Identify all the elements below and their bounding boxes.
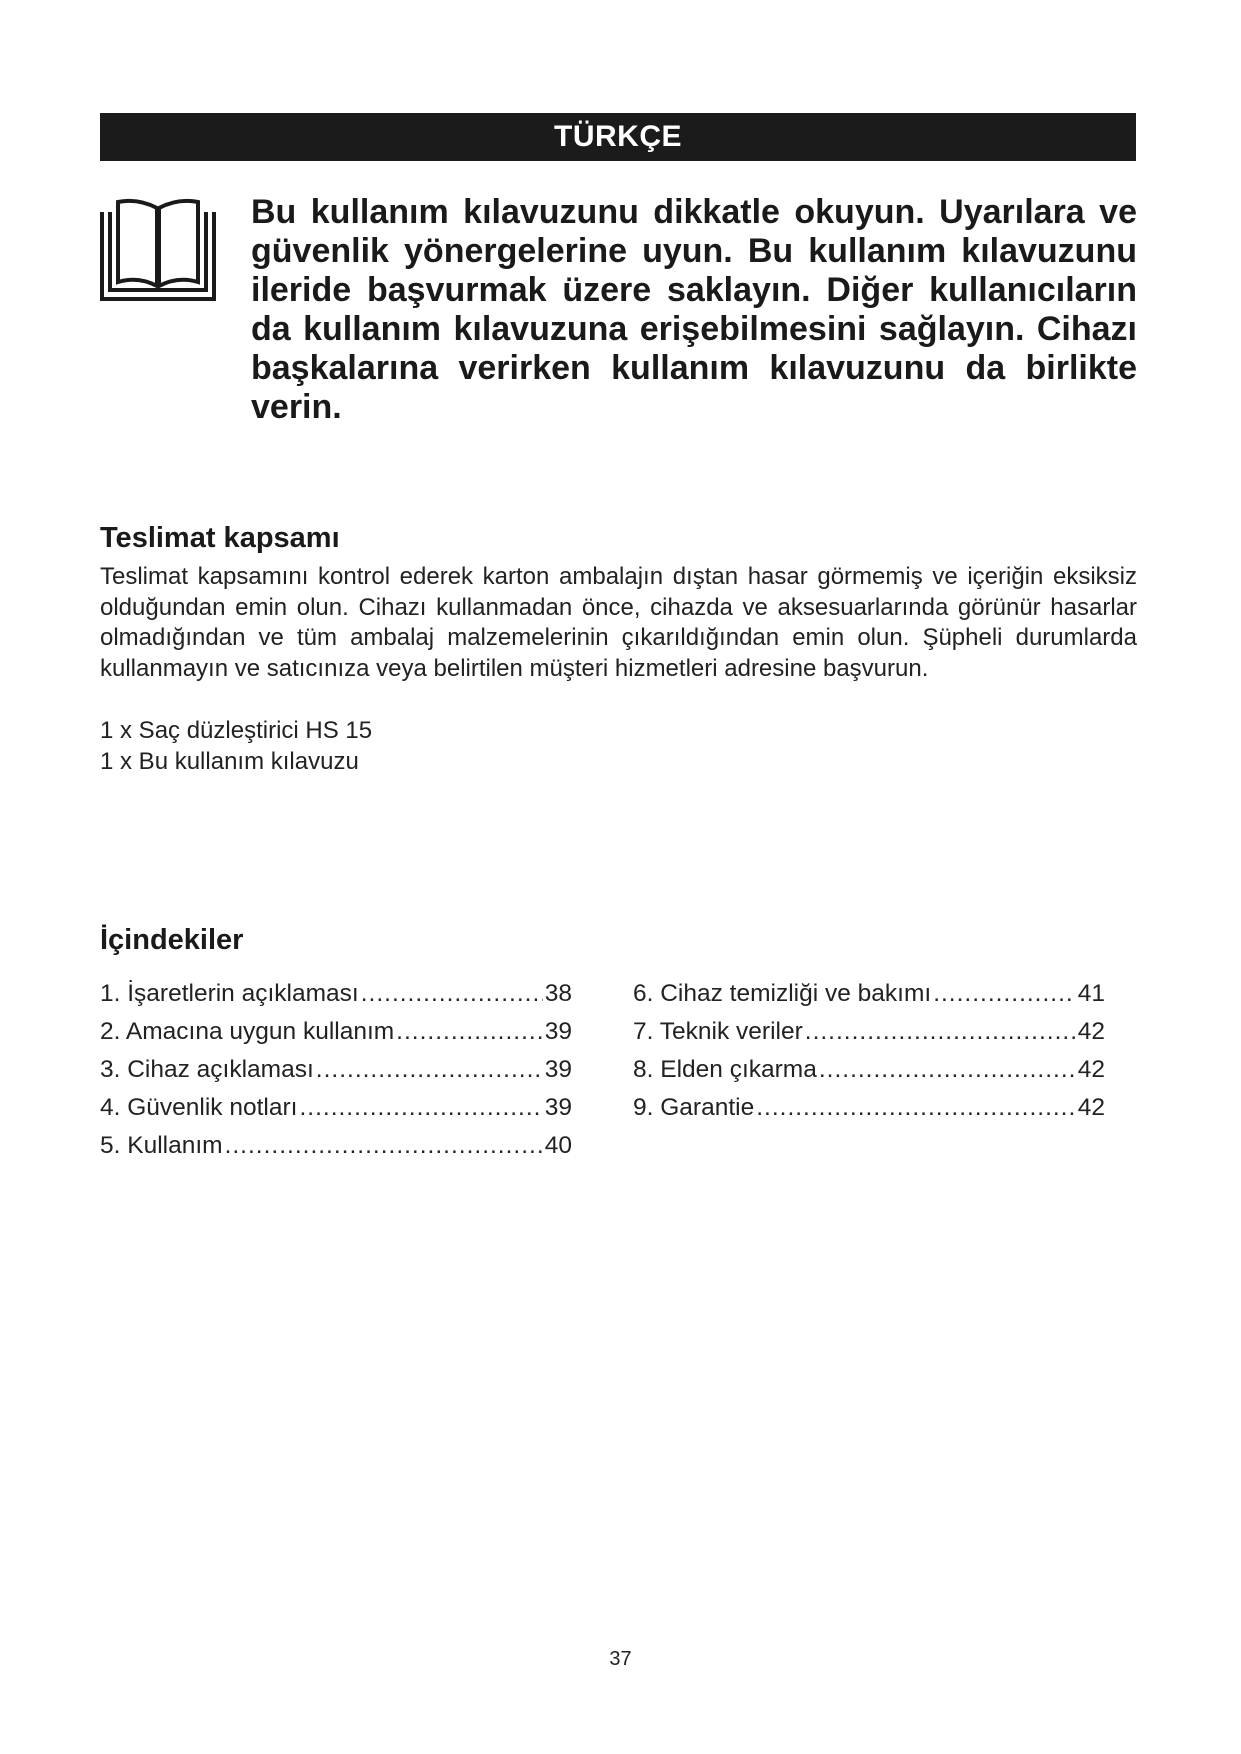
toc-leader-dots — [805, 1013, 1076, 1051]
delivery-items — [100, 716, 372, 777]
toc-entry-label: 3. Cihaz açıklaması — [100, 1056, 314, 1083]
delivery-item: 1 x Saç düzleştirici HS 15 — [100, 717, 373, 744]
toc-entry-label: 9. Garantie — [633, 1094, 755, 1121]
intro-text: Bu kullanım kılavuzunu dikkatle okuyun. Uyarılara ve güvenlik yönergelerine uyun. Bu kullanım kılavuzunu ileride başvurmak üzere saklayın. Diğer kullanıcıların da kullanım kılavuzuna erişebilmesini sağlayın. Cihazı başkalarına verirken kullanım kılavuzunu da birlikte verin. — [251, 193, 1137, 426]
toc-entry-page: 39 — [544, 1056, 572, 1083]
toc-entry-page: 39 — [544, 1094, 572, 1121]
toc-leader-dots — [819, 1051, 1076, 1089]
toc-entry-label: 4. Güvenlik notları — [100, 1094, 298, 1121]
toc-entry-page: 42 — [1077, 1056, 1105, 1083]
toc-entry[interactable] — [633, 975, 1105, 1013]
toc-leader-dots — [299, 1089, 542, 1127]
toc-entry-page: 40 — [544, 1132, 572, 1159]
toc-entry-page: 42 — [1077, 1094, 1105, 1121]
toc-entry[interactable] — [100, 1127, 572, 1165]
delivery-item: 1 x Bu kullanım kılavuzu — [100, 747, 359, 775]
toc-leader-dots — [396, 1013, 543, 1051]
toc-entry-page: 42 — [1077, 1018, 1105, 1045]
toc-entry-label: 7. Teknik veriler — [633, 1018, 803, 1045]
toc-leader-dots — [225, 1127, 543, 1165]
toc-entry[interactable] — [633, 1051, 1105, 1089]
toc-entry-page: 41 — [1077, 980, 1105, 1007]
toc-entry[interactable] — [100, 1013, 572, 1051]
toc-leader-dots — [933, 975, 1076, 1013]
toc-entry[interactable] — [100, 975, 572, 1013]
toc-entry-label: 8. Elden çıkarma — [633, 1056, 817, 1083]
toc-entry-label: 6. Cihaz temizliği ve bakımı — [633, 980, 932, 1007]
toc-entry-page: 39 — [544, 1018, 572, 1045]
toc-leader-dots — [756, 1089, 1076, 1127]
page-number: 37 — [609, 1648, 632, 1670]
toc-entry[interactable] — [633, 1089, 1105, 1127]
toc-entry[interactable] — [633, 1013, 1105, 1051]
toc-entry[interactable] — [100, 1051, 572, 1089]
book-icon — [100, 198, 216, 302]
toc-entry-label: 2. Amacına uygun kullanım — [100, 1018, 395, 1045]
toc-entry-label: 1. İşaretlerin açıklaması — [100, 980, 359, 1007]
contents-title: İçindekiler — [100, 924, 244, 956]
toc-entry[interactable] — [100, 1089, 572, 1127]
language-header: TÜRKÇE — [100, 113, 1136, 161]
toc-left-column — [100, 975, 572, 1165]
toc-leader-dots — [316, 1051, 543, 1089]
toc-entry-label: 5. Kullanım — [100, 1132, 223, 1159]
delivery-title: Teslimat kapsamı — [100, 522, 340, 554]
delivery-text: Teslimat kapsamını kontrol ederek karton ambalajın dıştan hasar görmemiş ve içeriğin eksiksiz olduğundan emin olun. Cihazı kullanmadan önce, cihazda ve aksesuarlarında görünür hasarlar olmadığından ve tüm ambalaj malzemelerinin çıkarıldığından emin olun. Şüpheli durumlarda kullanmayın ve satıcınıza veya belirtilen müşteri hizmetleri adresine başvurun. — [100, 563, 1137, 682]
toc-right-column — [633, 975, 1105, 1127]
toc-entry-page: 38 — [544, 980, 572, 1007]
toc-leader-dots — [361, 975, 543, 1013]
